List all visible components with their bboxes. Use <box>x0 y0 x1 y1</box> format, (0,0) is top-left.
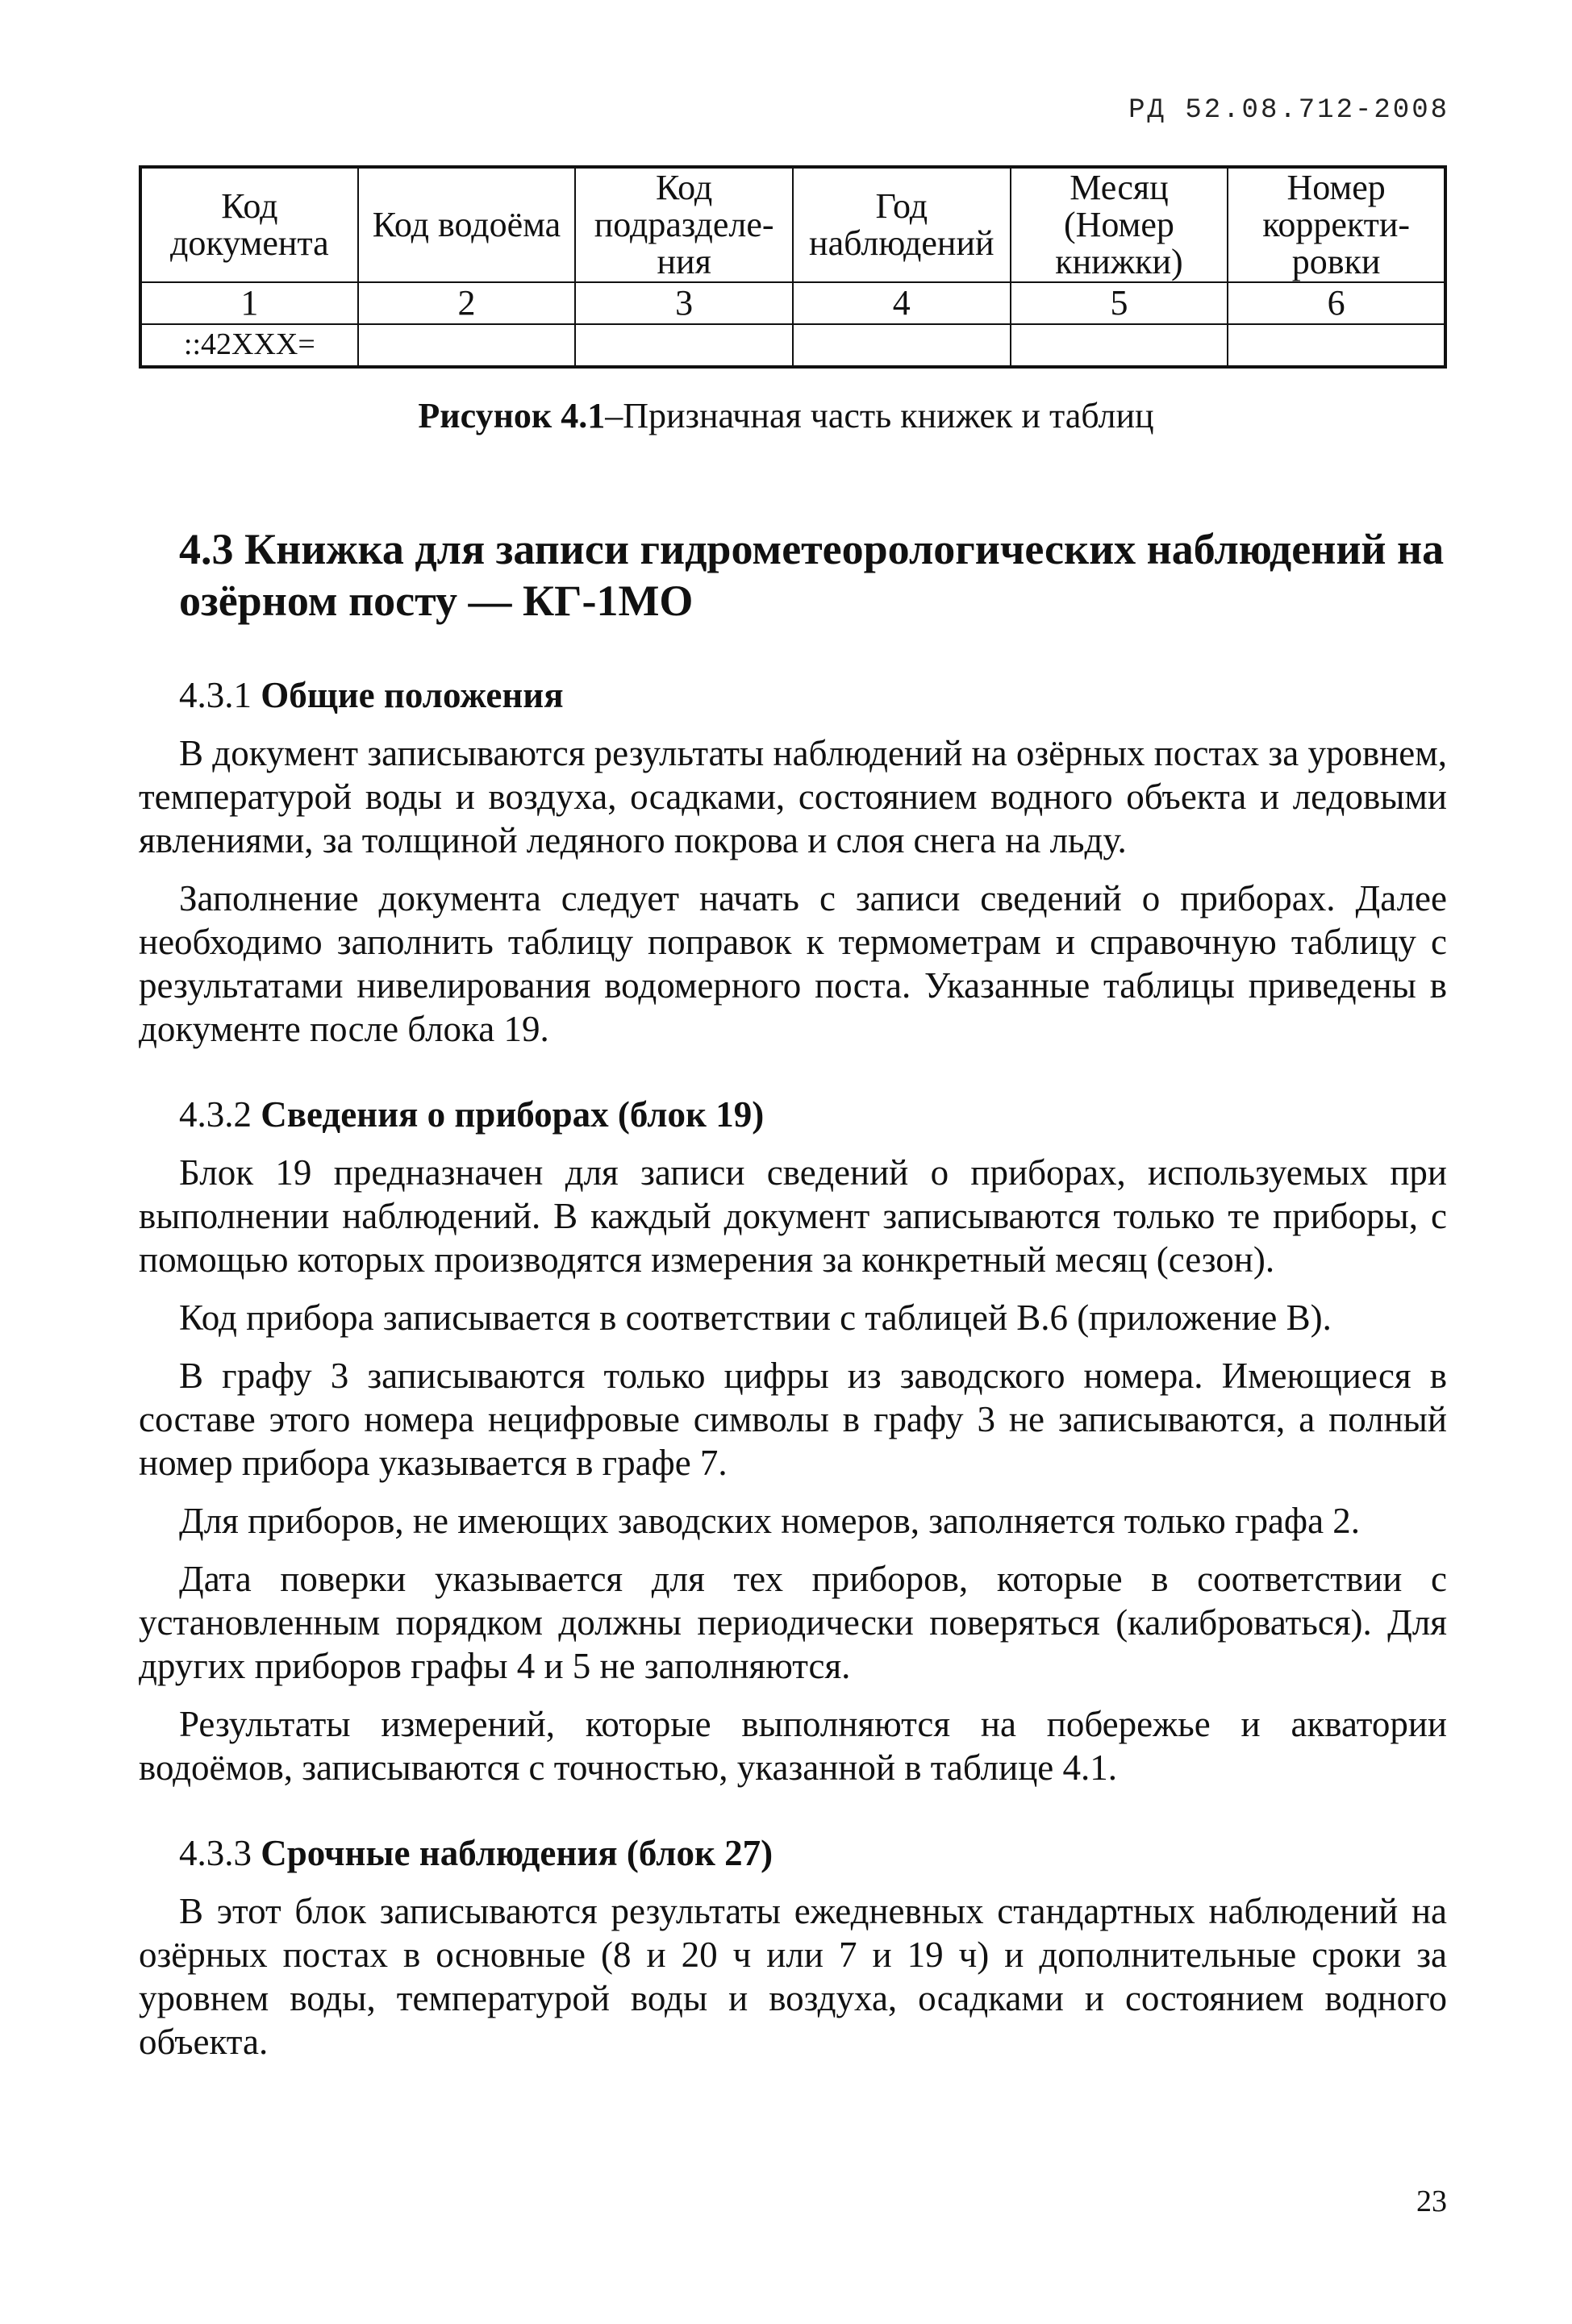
table-header-cell: Код документа <box>140 167 358 282</box>
document-code-header: РД 52.08.712-2008 <box>1128 95 1449 126</box>
paragraph: Дата поверки указывается для тех приборов, которые в соответствии с установленным порядком должны периодически поверяться (калиброваться). Для других приборов графы 4 и 5 не заполняются. <box>139 1559 1447 1687</box>
table-cell <box>1011 324 1228 367</box>
paragraph: В документ записываются результаты наблюдений на озёрных постах за уровнем, температурой воды и воздуха, осадками, состоянием водного объекта и ледовыми явлениями, за толщиной ледяного покрова и слоя снега на льду. <box>139 733 1447 861</box>
page-number: 23 <box>1416 2184 1447 2218</box>
figure-caption-text: –Призначная часть книжек и таблиц <box>605 396 1154 435</box>
section-title: 4.3 Книжка для записи гидрометеорологических наблюдений на озёрном посту — КГ-1МО <box>179 525 1445 625</box>
subsection-number: 4.3.3 <box>179 1833 252 1874</box>
column-number: 5 <box>1011 282 1228 324</box>
table-cell <box>793 324 1011 367</box>
table-cell: ::42XXX= <box>140 324 358 367</box>
paragraph: В этот блок записываются результаты ежедневных стандартных наблюдений на озёрных постах в основные (8 и 20 ч или 7 и 19 ч) и дополнительные сроки за уровнем воды, температурой воды и воздуха, осадками и состоянием водного объекта. <box>139 1891 1447 2063</box>
paragraph: Результаты измерений, которые выполняются на побережье и акватории водоёмов, записываются с точностью, указанной в таблице 4.1. <box>139 1704 1447 1789</box>
column-number: 1 <box>140 282 358 324</box>
table-number-row <box>140 282 1445 324</box>
table-cell <box>575 324 793 367</box>
table-header-cell: Код водоёма <box>358 167 576 282</box>
paragraph: В графу 3 записываются только цифры из заводского номера. Имеющиеся в составе этого номера нецифровые символы в графу 3 не записываются, а полный номер прибора указывается в графе 7. <box>139 1356 1447 1484</box>
table-header-row <box>140 167 1445 282</box>
table-value-row <box>140 324 1445 367</box>
subsection-heading <box>179 1831 1447 1875</box>
column-number: 3 <box>575 282 793 324</box>
column-number: 6 <box>1228 282 1445 324</box>
subsection-title: Общие положения <box>261 675 564 716</box>
column-number: 2 <box>358 282 576 324</box>
table-header-cell: Код подразделе-ния <box>575 167 793 282</box>
figure-caption-label: Рисунок 4.1 <box>418 396 606 435</box>
subsection-number: 4.3.1 <box>179 675 252 716</box>
paragraph: Заполнение документа следует начать с записи сведений о приборах. Далее необходимо заполнить таблицу поправок к термометрам и справочную таблицу с результатами нивелирования водомерного поста. Указанные таблицы приведены в документе после блока 19. <box>139 878 1447 1050</box>
subsection-number: 4.3.2 <box>179 1094 252 1135</box>
paragraph: Для приборов, не имеющих заводских номеров, заполняется только графа 2. <box>179 1501 1361 1542</box>
table-cell <box>1228 324 1445 367</box>
subsection-title: Сведения о приборах (блок 19) <box>261 1094 765 1135</box>
subsection-heading <box>179 1093 1447 1136</box>
table-header-cell: Номер корректи-ровки <box>1228 167 1445 282</box>
table-cell <box>358 324 576 367</box>
column-number: 4 <box>793 282 1011 324</box>
figure-table <box>139 165 1447 369</box>
table-header-cell: Год наблюдений <box>793 167 1011 282</box>
subsection-heading <box>179 673 1447 717</box>
paragraph: Код прибора записывается в соответствии с таблицей В.6 (приложение В). <box>179 1297 1332 1339</box>
paragraph: Блок 19 предназначен для записи сведений о приборах, используемых при выполнении наблюдений. В каждый документ записываются только те приборы, с помощью которых производятся измерения за конкретный месяц (сезон). <box>139 1152 1447 1281</box>
main-content <box>139 524 1447 2078</box>
figure-caption <box>0 395 1572 436</box>
table-header-cell: Месяц (Номер книжки) <box>1011 167 1228 282</box>
subsection-title: Срочные наблюдения (блок 27) <box>261 1833 773 1874</box>
